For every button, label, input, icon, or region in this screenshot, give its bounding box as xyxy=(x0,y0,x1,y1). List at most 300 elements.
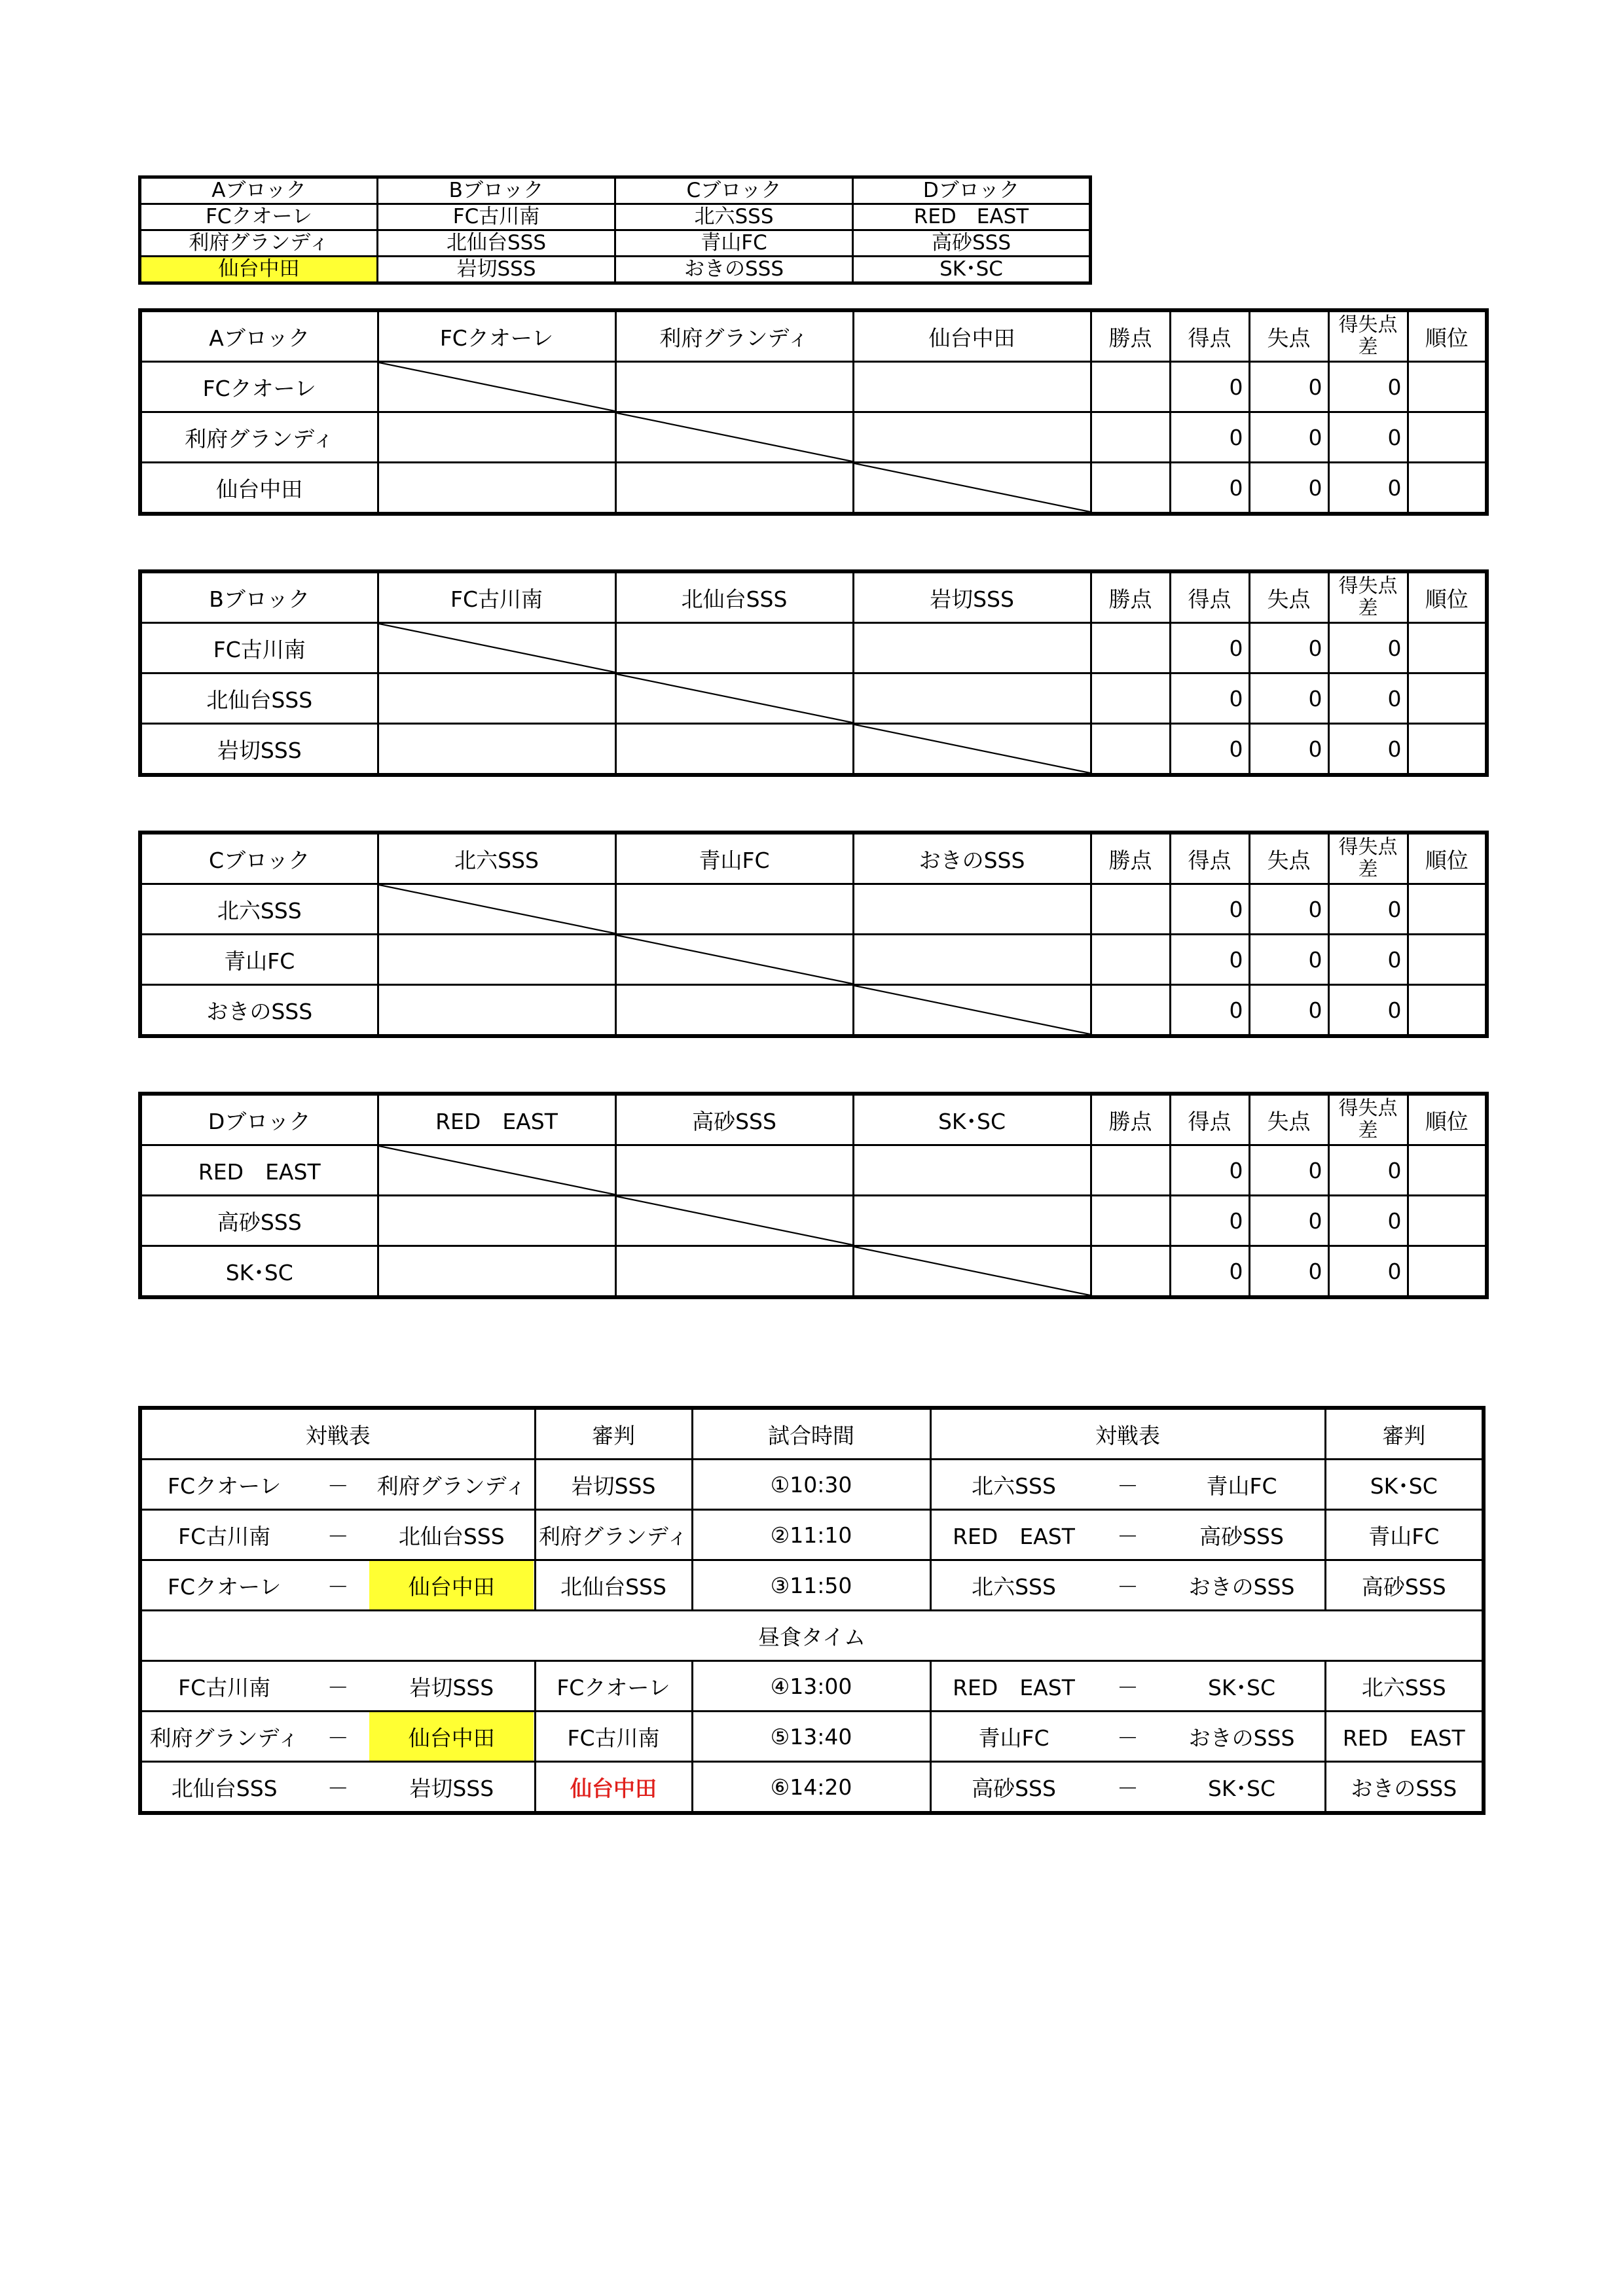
goal-difference-cell: 0 xyxy=(1328,884,1408,935)
versus-dash: － xyxy=(327,1473,349,1499)
summary-row xyxy=(140,204,1091,230)
referee-cell: RED EAST xyxy=(1325,1712,1484,1762)
summary-cell: 北六SSS xyxy=(615,204,853,230)
matchup-wrap xyxy=(932,1460,1324,1509)
matchup-cell xyxy=(140,1661,535,1712)
home-team: 北六SSS xyxy=(972,1573,1056,1600)
summary-row xyxy=(140,257,1091,283)
block-header-row xyxy=(140,310,1487,362)
summary-header-c: Cブロック xyxy=(615,177,853,204)
result-cell xyxy=(615,724,853,776)
match-time-cell: ⑤13:40 xyxy=(692,1712,930,1762)
goal-difference-cell: 0 xyxy=(1328,724,1408,776)
result-cell xyxy=(378,724,615,776)
win-points-cell xyxy=(1091,362,1170,412)
goals-against-cell: 0 xyxy=(1249,884,1328,935)
goal-difference-cell: 0 xyxy=(1328,935,1408,985)
matchup-wrap xyxy=(142,1662,534,1710)
goals-against-cell: 0 xyxy=(1249,985,1328,1037)
summary-cell: FCクオーレ xyxy=(140,204,378,230)
self-match-cell xyxy=(853,1246,1091,1298)
summary-cell: 高砂SSS xyxy=(853,230,1091,257)
rank-header: 順位 xyxy=(1408,1094,1487,1145)
self-match-cell xyxy=(615,673,853,724)
matchup-wrap xyxy=(932,1763,1324,1811)
diagonal-line xyxy=(379,885,615,933)
goals-against-cell: 0 xyxy=(1249,623,1328,673)
opponent-header: 岩切SSS xyxy=(853,571,1091,623)
block-summary-table xyxy=(138,175,1092,285)
win-points-cell xyxy=(1091,985,1170,1037)
opponent-header: 青山FC xyxy=(615,833,853,884)
result-cell xyxy=(853,362,1091,412)
team-name: FC古川南 xyxy=(140,623,378,673)
referee-cell: 北六SSS xyxy=(1325,1661,1484,1712)
diagonal-stroke xyxy=(617,413,852,461)
team-name: おきのSSS xyxy=(140,985,378,1037)
rank-cell xyxy=(1408,673,1487,724)
summary-cell: 青山FC xyxy=(615,230,853,257)
block-name-header: Aブロック xyxy=(140,310,378,362)
versus-dash: － xyxy=(1117,1775,1139,1801)
summary-cell: 北仙台SSS xyxy=(378,230,615,257)
goal-difference-cell: 0 xyxy=(1328,673,1408,724)
referee-cell: 青山FC xyxy=(1325,1510,1484,1560)
self-match-cell xyxy=(615,1196,853,1246)
away-team: 利府グランディ xyxy=(376,1473,526,1499)
home-team: 青山FC xyxy=(978,1725,1049,1751)
diagonal-stroke xyxy=(617,935,852,984)
self-match-cell xyxy=(378,623,615,673)
schedule-header-row xyxy=(140,1408,1484,1460)
rank-cell xyxy=(1408,463,1487,514)
home-team: 北六SSS xyxy=(972,1473,1056,1499)
team-name: RED EAST xyxy=(140,1145,378,1196)
matchup-cell xyxy=(140,1712,535,1762)
result-cell xyxy=(378,985,615,1037)
goals-for-cell: 0 xyxy=(1170,985,1249,1037)
matchup-cell xyxy=(140,1762,535,1814)
diagonal-line xyxy=(617,413,852,461)
opponent-header: FC古川南 xyxy=(378,571,615,623)
matchup-wrap xyxy=(932,1561,1324,1609)
matchup-cell xyxy=(140,1560,535,1611)
referee-cell: FCクオーレ xyxy=(535,1661,692,1712)
goal-difference-header: 得失点差 xyxy=(1328,310,1408,362)
self-match-cell xyxy=(853,724,1091,776)
result-cell xyxy=(378,412,615,463)
result-cell xyxy=(615,362,853,412)
match-time-cell: ③11:50 xyxy=(692,1560,930,1611)
versus-dash: － xyxy=(1117,1523,1139,1549)
away-team: おきのSSS xyxy=(1188,1725,1295,1751)
rank-cell xyxy=(1408,985,1487,1037)
rank-cell xyxy=(1408,1196,1487,1246)
goals-for-header: 得点 xyxy=(1170,571,1249,623)
goals-against-cell: 0 xyxy=(1249,362,1328,412)
matchup-wrap xyxy=(142,1712,534,1761)
team-row xyxy=(140,362,1487,412)
summary-cell: SK･SC xyxy=(853,257,1091,283)
result-cell xyxy=(615,463,853,514)
matchup-wrap xyxy=(142,1763,534,1811)
win-points-cell xyxy=(1091,724,1170,776)
schedule-morning xyxy=(140,1460,1484,1611)
result-cell xyxy=(615,985,853,1037)
team-name: 青山FC xyxy=(140,935,378,985)
result-cell xyxy=(615,1145,853,1196)
away-team-highlighted: 仙台中田 xyxy=(369,1712,534,1761)
diagonal-line xyxy=(617,935,852,984)
versus-dash: － xyxy=(327,1775,349,1801)
self-match-cell xyxy=(378,1145,615,1196)
referee-left-header: 審判 xyxy=(535,1408,692,1460)
opponent-header: 仙台中田 xyxy=(853,310,1091,362)
win-points-cell xyxy=(1091,1246,1170,1298)
team-row xyxy=(140,935,1487,985)
rank-cell xyxy=(1408,884,1487,935)
goals-against-cell: 0 xyxy=(1249,724,1328,776)
versus-dash: － xyxy=(1117,1573,1139,1600)
goals-against-cell: 0 xyxy=(1249,463,1328,514)
away-team: SK･SC xyxy=(1207,1775,1276,1801)
goals-for-cell: 0 xyxy=(1170,884,1249,935)
versus-dash: － xyxy=(327,1725,349,1751)
versus-dash: － xyxy=(1117,1674,1139,1700)
goals-for-cell: 0 xyxy=(1170,1145,1249,1196)
result-cell xyxy=(853,412,1091,463)
away-team: 岩切SSS xyxy=(409,1775,494,1801)
block-header-row xyxy=(140,1094,1487,1145)
summary-cell-highlighted: 仙台中田 xyxy=(140,257,378,283)
home-team: 利府グランディ xyxy=(149,1725,299,1751)
rank-header: 順位 xyxy=(1408,571,1487,623)
home-team: 北仙台SSS xyxy=(171,1775,278,1801)
matchup-cell xyxy=(930,1460,1325,1510)
block-c-table xyxy=(138,831,1489,1038)
goals-for-cell: 0 xyxy=(1170,623,1249,673)
diagonal-line xyxy=(379,624,615,672)
goals-for-cell: 0 xyxy=(1170,1246,1249,1298)
block-name-header: Cブロック xyxy=(140,833,378,884)
win-points-header: 勝点 xyxy=(1091,833,1170,884)
win-points-header: 勝点 xyxy=(1091,1094,1170,1145)
referee-cell: 北仙台SSS xyxy=(535,1560,692,1611)
team-row xyxy=(140,724,1487,776)
block-header-row xyxy=(140,833,1487,884)
team-row xyxy=(140,985,1487,1037)
win-points-cell xyxy=(1091,623,1170,673)
block-a-table xyxy=(138,308,1489,516)
goal-difference-cell: 0 xyxy=(1328,463,1408,514)
goals-against-cell: 0 xyxy=(1249,1145,1328,1196)
diagonal-stroke xyxy=(379,363,615,411)
home-team: RED EAST xyxy=(953,1674,1075,1700)
match-row xyxy=(140,1661,1484,1712)
team-row xyxy=(140,463,1487,514)
goals-for-header: 得点 xyxy=(1170,833,1249,884)
win-points-header: 勝点 xyxy=(1091,571,1170,623)
block-name-header: Dブロック xyxy=(140,1094,378,1145)
self-match-cell xyxy=(615,412,853,463)
block-d-table xyxy=(138,1092,1489,1299)
versus-dash: － xyxy=(1117,1473,1139,1499)
diagonal-stroke xyxy=(854,463,1090,512)
matchup-left-header: 対戦表 xyxy=(140,1408,535,1460)
win-points-cell xyxy=(1091,412,1170,463)
team-name: 利府グランディ xyxy=(140,412,378,463)
opponent-header: おきのSSS xyxy=(853,833,1091,884)
goals-against-cell: 0 xyxy=(1249,412,1328,463)
goals-against-cell: 0 xyxy=(1249,935,1328,985)
matchup-wrap xyxy=(142,1511,534,1559)
goal-difference-cell: 0 xyxy=(1328,1246,1408,1298)
diagonal-stroke xyxy=(379,624,615,672)
match-time-header: 試合時間 xyxy=(692,1408,930,1460)
self-match-cell xyxy=(378,884,615,935)
goal-difference-cell: 0 xyxy=(1328,1145,1408,1196)
match-time-cell: ④13:00 xyxy=(692,1661,930,1712)
opponent-header: RED EAST xyxy=(378,1094,615,1145)
home-team: FCクオーレ xyxy=(167,1573,282,1600)
referee-cell: おきのSSS xyxy=(1325,1762,1484,1814)
referee-cell: FC古川南 xyxy=(535,1712,692,1762)
result-cell xyxy=(378,673,615,724)
rank-cell xyxy=(1408,362,1487,412)
win-points-cell xyxy=(1091,1145,1170,1196)
opponent-header: 高砂SSS xyxy=(615,1094,853,1145)
team-row xyxy=(140,1145,1487,1196)
win-points-cell xyxy=(1091,673,1170,724)
team-name: 北仙台SSS xyxy=(140,673,378,724)
win-points-cell xyxy=(1091,1196,1170,1246)
diagonal-stroke xyxy=(617,674,852,723)
self-match-cell xyxy=(615,935,853,985)
result-cell xyxy=(853,1196,1091,1246)
match-row xyxy=(140,1762,1484,1814)
matchup-cell xyxy=(140,1510,535,1560)
diagonal-line xyxy=(854,725,1090,773)
opponent-header: 利府グランディ xyxy=(615,310,853,362)
summary-row xyxy=(140,230,1091,257)
goals-for-cell: 0 xyxy=(1170,362,1249,412)
versus-dash: － xyxy=(327,1674,349,1700)
matchup-wrap xyxy=(142,1460,534,1509)
goal-difference-cell: 0 xyxy=(1328,985,1408,1037)
match-row xyxy=(140,1560,1484,1611)
team-name: 岩切SSS xyxy=(140,724,378,776)
opponent-header: FCクオーレ xyxy=(378,310,615,362)
summary-header-b: Bブロック xyxy=(378,177,615,204)
goals-for-cell: 0 xyxy=(1170,935,1249,985)
rank-header: 順位 xyxy=(1408,310,1487,362)
referee-cell: 岩切SSS xyxy=(535,1460,692,1510)
summary-header-d: Dブロック xyxy=(853,177,1091,204)
match-row xyxy=(140,1460,1484,1510)
matchup-wrap xyxy=(142,1561,534,1609)
schedule-afternoon xyxy=(140,1661,1484,1814)
versus-dash: － xyxy=(327,1523,349,1549)
goals-for-cell: 0 xyxy=(1170,673,1249,724)
goal-difference-cell: 0 xyxy=(1328,623,1408,673)
versus-dash: － xyxy=(327,1573,349,1600)
goals-against-cell: 0 xyxy=(1249,673,1328,724)
matchup-wrap xyxy=(932,1511,1324,1559)
result-cell xyxy=(378,1246,615,1298)
matchup-cell xyxy=(930,1510,1325,1560)
home-team: RED EAST xyxy=(953,1523,1075,1549)
team-row xyxy=(140,623,1487,673)
matchup-cell xyxy=(930,1560,1325,1611)
block-header-row xyxy=(140,571,1487,623)
matchup-cell xyxy=(930,1661,1325,1712)
matchup-cell xyxy=(140,1460,535,1510)
block-b-table xyxy=(138,569,1489,777)
diagonal-stroke xyxy=(617,1196,852,1245)
home-team: FCクオーレ xyxy=(167,1473,282,1499)
matchup-right-header: 対戦表 xyxy=(930,1408,1325,1460)
goals-for-header: 得点 xyxy=(1170,310,1249,362)
rank-cell xyxy=(1408,412,1487,463)
away-team: 岩切SSS xyxy=(409,1674,494,1700)
opponent-header: 北仙台SSS xyxy=(615,571,853,623)
team-name: FCクオーレ xyxy=(140,362,378,412)
home-team: FC古川南 xyxy=(178,1523,271,1549)
diagonal-line xyxy=(617,1196,852,1245)
diagonal-line xyxy=(617,674,852,723)
diagonal-stroke xyxy=(379,885,615,933)
referee-cell: 仙台中田 xyxy=(535,1762,692,1814)
goals-for-cell: 0 xyxy=(1170,412,1249,463)
match-time-cell: ①10:30 xyxy=(692,1460,930,1510)
self-match-cell xyxy=(853,463,1091,514)
result-cell xyxy=(615,884,853,935)
opponent-header: SK･SC xyxy=(853,1094,1091,1145)
team-name: 高砂SSS xyxy=(140,1196,378,1246)
self-match-cell xyxy=(853,985,1091,1037)
goals-against-header: 失点 xyxy=(1249,571,1328,623)
match-schedule-table xyxy=(138,1406,1486,1815)
matchup-wrap xyxy=(932,1712,1324,1761)
diagonal-stroke xyxy=(854,1247,1090,1295)
match-time-cell: ②11:10 xyxy=(692,1510,930,1560)
diagonal-stroke xyxy=(379,1146,615,1194)
goals-against-cell: 0 xyxy=(1249,1246,1328,1298)
match-row xyxy=(140,1510,1484,1560)
result-cell xyxy=(853,935,1091,985)
result-cell xyxy=(615,1246,853,1298)
rank-cell xyxy=(1408,935,1487,985)
goal-difference-cell: 0 xyxy=(1328,362,1408,412)
win-points-header: 勝点 xyxy=(1091,310,1170,362)
versus-dash: － xyxy=(1117,1725,1139,1751)
goals-for-cell: 0 xyxy=(1170,1196,1249,1246)
goals-for-header: 得点 xyxy=(1170,1094,1249,1145)
goals-against-header: 失点 xyxy=(1249,1094,1328,1145)
goal-difference-cell: 0 xyxy=(1328,412,1408,463)
referee-right-header: 審判 xyxy=(1325,1408,1484,1460)
team-name: 北六SSS xyxy=(140,884,378,935)
rank-header: 順位 xyxy=(1408,833,1487,884)
home-team: 高砂SSS xyxy=(972,1775,1056,1801)
goals-against-header: 失点 xyxy=(1249,310,1328,362)
win-points-cell xyxy=(1091,463,1170,514)
rank-cell xyxy=(1408,724,1487,776)
goal-difference-header: 得失点差 xyxy=(1328,571,1408,623)
summary-header-row xyxy=(140,177,1091,204)
goal-difference-header: 得失点差 xyxy=(1328,1094,1408,1145)
matchup-cell xyxy=(930,1712,1325,1762)
diagonal-line xyxy=(854,463,1090,512)
diagonal-stroke xyxy=(854,986,1090,1034)
result-cell xyxy=(853,623,1091,673)
home-team: FC古川南 xyxy=(178,1674,271,1700)
win-points-cell xyxy=(1091,935,1170,985)
referee-cell: SK･SC xyxy=(1325,1460,1484,1510)
matchup-wrap xyxy=(932,1662,1324,1710)
rank-cell xyxy=(1408,1145,1487,1196)
rank-cell xyxy=(1408,1246,1487,1298)
result-cell xyxy=(615,623,853,673)
result-cell xyxy=(378,1196,615,1246)
goal-difference-cell: 0 xyxy=(1328,1196,1408,1246)
team-name: SK･SC xyxy=(140,1246,378,1298)
diagonal-line xyxy=(379,363,615,411)
diagonal-stroke xyxy=(854,725,1090,773)
team-row xyxy=(140,412,1487,463)
diagonal-line xyxy=(379,1146,615,1194)
team-row xyxy=(140,673,1487,724)
team-row xyxy=(140,1246,1487,1298)
result-cell xyxy=(853,673,1091,724)
summary-cell: 岩切SSS xyxy=(378,257,615,283)
result-cell xyxy=(378,463,615,514)
result-cell xyxy=(853,1145,1091,1196)
goals-for-cell: 0 xyxy=(1170,724,1249,776)
lunch-time-label: 昼食タイム xyxy=(140,1611,1484,1661)
block-name-header: Bブロック xyxy=(140,571,378,623)
opponent-header: 北六SSS xyxy=(378,833,615,884)
team-row xyxy=(140,884,1487,935)
goals-against-header: 失点 xyxy=(1249,833,1328,884)
away-team: 高砂SSS xyxy=(1199,1523,1284,1549)
goal-difference-header: 得失点差 xyxy=(1328,833,1408,884)
away-team: SK･SC xyxy=(1207,1674,1276,1700)
summary-cell: RED EAST xyxy=(853,204,1091,230)
summary-header-a: Aブロック xyxy=(140,177,378,204)
rank-cell xyxy=(1408,623,1487,673)
match-row xyxy=(140,1712,1484,1762)
goals-against-cell: 0 xyxy=(1249,1196,1328,1246)
referee-cell: 利府グランディ xyxy=(535,1510,692,1560)
matchup-cell xyxy=(930,1762,1325,1814)
away-team-highlighted: 仙台中田 xyxy=(369,1561,534,1609)
referee-cell: 高砂SSS xyxy=(1325,1560,1484,1611)
team-name: 仙台中田 xyxy=(140,463,378,514)
summary-cell: FC古川南 xyxy=(378,204,615,230)
result-cell xyxy=(853,884,1091,935)
summary-cell: 利府グランディ xyxy=(140,230,378,257)
diagonal-line xyxy=(854,1247,1090,1295)
goals-for-cell: 0 xyxy=(1170,463,1249,514)
diagonal-line xyxy=(854,986,1090,1034)
lunch-row xyxy=(140,1611,1484,1661)
away-team: 北仙台SSS xyxy=(398,1523,505,1549)
team-row xyxy=(140,1196,1487,1246)
away-team: 青山FC xyxy=(1206,1473,1277,1499)
win-points-cell xyxy=(1091,884,1170,935)
result-cell xyxy=(378,935,615,985)
